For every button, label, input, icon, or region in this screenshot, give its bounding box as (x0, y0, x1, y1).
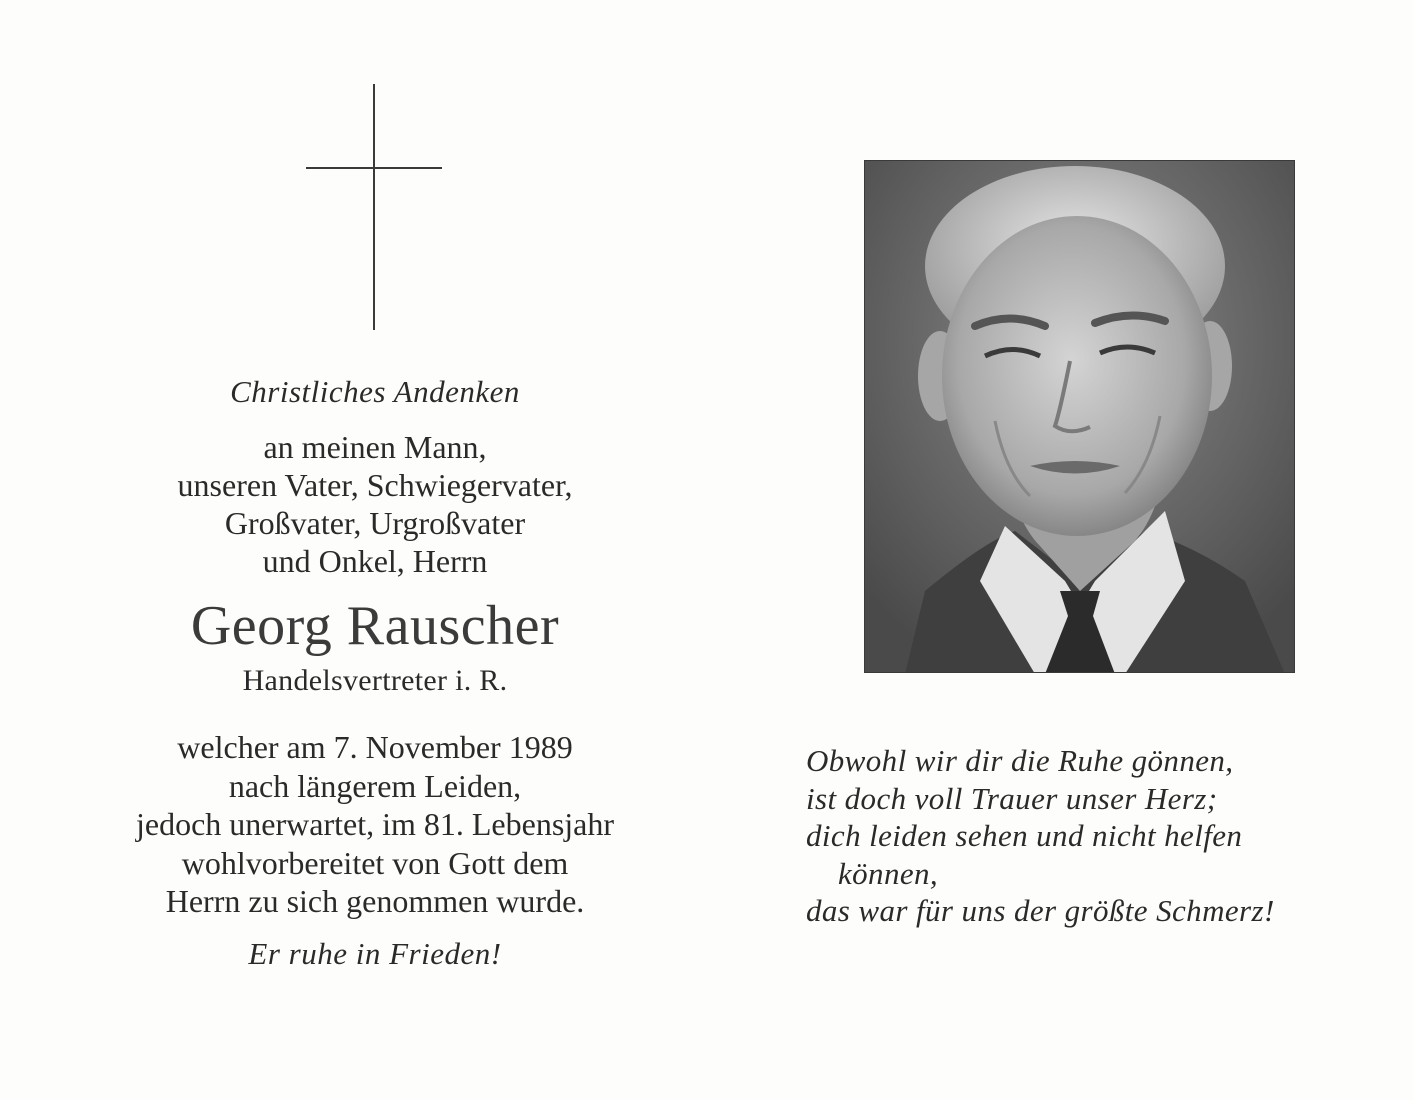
portrait-photo (864, 160, 1295, 673)
details-line: Herrn zu sich genommen wurde. (165, 883, 585, 919)
details-line: nach längerem Leiden, (228, 767, 522, 804)
details-line: wohlvorbereitet von Gott dem (181, 844, 569, 881)
poem-line: das war für uns der größte Schmerz! (806, 893, 1275, 928)
deceased-occupation: Handelsvertreter i. R. (242, 664, 508, 697)
cross-icon (373, 84, 375, 330)
dedication-line: an meinen Mann, (263, 429, 487, 465)
poem-line: Obwohl wir dir die Ruhe gönnen, (806, 743, 1234, 778)
dedication-line: unseren Vater, Schwiegervater, (177, 467, 573, 503)
dedication-text (90, 428, 660, 580)
card-heading: Christliches Andenken (230, 374, 520, 409)
dedication-line: und Onkel, Herrn (262, 543, 488, 579)
dedication-line: Großvater, Urgroßvater (224, 505, 526, 541)
death-details (90, 728, 660, 921)
memorial-poem (806, 742, 1386, 930)
details-line: jedoch unerwartet, im 81. Lebensjahr (135, 806, 615, 842)
details-line: welcher am 7. November 1989 (177, 729, 573, 765)
cross-icon-bar (306, 167, 442, 169)
closing-blessing: Er ruhe in Frieden! (248, 936, 502, 971)
poem-line: können, (838, 855, 939, 891)
poem-line: dich leiden sehen und nicht helfen (806, 818, 1243, 853)
poem-line: ist doch voll Trauer unser Herz; (806, 780, 1218, 816)
deceased-name: Georg Rauscher (190, 595, 560, 657)
